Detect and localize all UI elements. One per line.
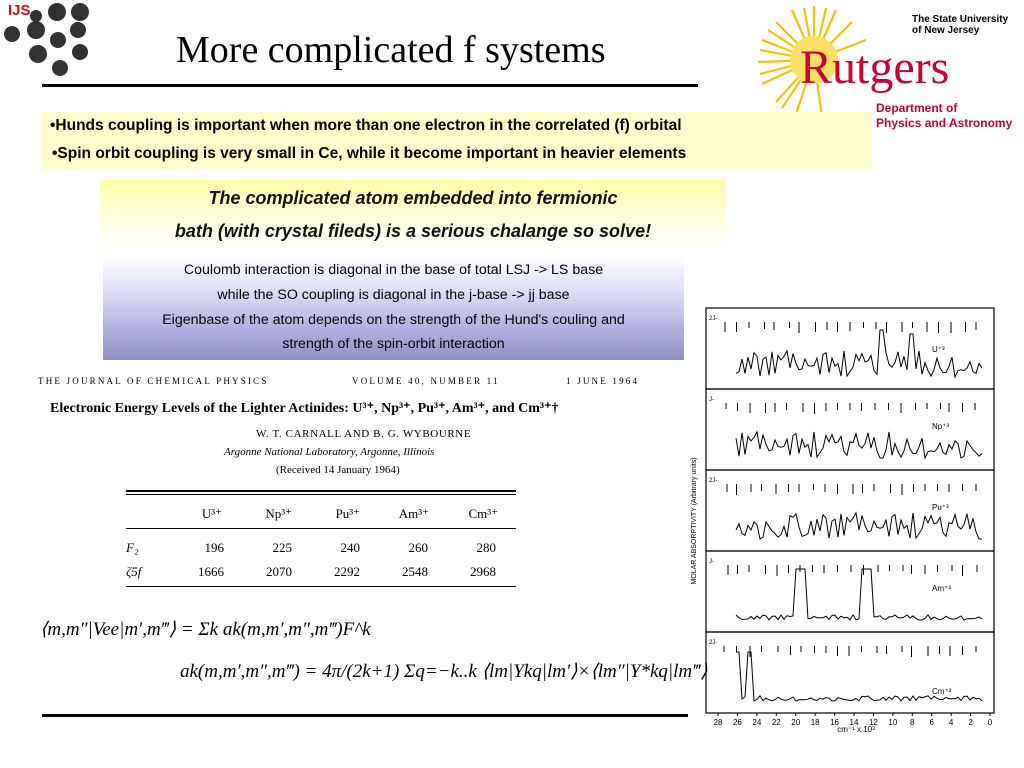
paper-title: Electronic Energy Levels of the Lighter Actinides: U³⁺, Np³⁺, Pu³⁺, Am³⁺, and Cm³⁺†: [50, 401, 559, 416]
rutgers-wordmark: Rutgers: [800, 41, 950, 94]
paper-affiliation: Argonne National Laboratory, Argonne, Illinois: [224, 446, 435, 458]
note-line-3: Eigenbase of the atom depends on the strength of the Hund's couling and: [162, 312, 625, 328]
spectrum-ion-label: U⁺³: [932, 345, 945, 354]
callout-line-2: bath (with crystal fileds) is a serious chalange so solve!: [174, 221, 652, 241]
spectrum-curve: [736, 330, 982, 377]
paper-received-date: (Received 14 January 1964): [276, 464, 400, 476]
spectrum-ion-label: Cm⁺³: [932, 687, 952, 696]
bullet-spin-orbit: •Spin orbit coupling is very small in Ce, while it become important in heavier elements: [52, 145, 687, 162]
rutgers-department: [876, 101, 1012, 131]
table-cell: 2292: [334, 564, 360, 579]
spectrum-curve: [736, 569, 982, 620]
journal-name: THE JOURNAL OF CHEMICAL PHYSICS: [38, 376, 269, 386]
spectrum-panel-tag: 2J-: [709, 316, 718, 322]
table-cell: 1666: [198, 564, 224, 579]
table-header-rule: [126, 528, 516, 529]
table-cell: 196: [204, 540, 224, 555]
x-tick-label: 16: [830, 718, 840, 727]
table-cell: 280: [476, 540, 496, 555]
bullet-hunds-coupling: •Hunds coupling is important when more than one electron in the correlated (f) orbital: [50, 117, 682, 134]
absorption-spectra-figure: [686, 306, 1006, 736]
callout-line-1: The complicated atom embedded into fermionic: [208, 188, 618, 208]
spectrum-curve: [736, 513, 982, 539]
spectra-panels: [706, 308, 994, 713]
journal-date: 1 JUNE 1964: [566, 376, 640, 386]
rutgers-university-name: [912, 14, 1008, 36]
spectrum-ion-label: Pu⁺³: [932, 503, 949, 512]
spectrum-curve: [736, 432, 982, 458]
table-cell: 2548: [402, 564, 428, 579]
university-line-1: The State University: [912, 14, 1009, 25]
title-underline: [42, 84, 698, 87]
table-header-cm: Cm³⁺: [468, 506, 498, 521]
x-tick-label: 6: [929, 718, 934, 727]
table-row-label-f2: F₂: [126, 540, 139, 555]
x-tick-label: 28: [713, 718, 723, 727]
spectra-x-axis-label: cm⁻¹ x 10³: [837, 725, 875, 734]
table-cell: 2968: [470, 564, 496, 579]
table-header-u: U³⁺: [201, 506, 222, 521]
table-row-label-zeta: ζ5f: [126, 564, 142, 579]
callout-box: [100, 180, 726, 252]
slide-title: More complicated f systems: [176, 29, 606, 71]
x-tick-label: 10: [888, 718, 898, 727]
equation-coulomb-matrix: ⟨m,m″|Vee|m′,m‴⟩ = Σk ak(m,m′,m″,m‴)F^k: [40, 619, 371, 640]
x-tick-label: 22: [771, 718, 781, 727]
spectrum-panel-frame: [706, 308, 994, 389]
table-cell: 240: [340, 540, 360, 555]
table-cell: 2070: [266, 564, 292, 579]
table-header-np: Np³⁺: [265, 506, 292, 521]
spectrum-panel-frame: [706, 389, 994, 470]
journal-volume: VOLUME 40, NUMBER 11: [352, 376, 500, 386]
bullet-box: [42, 112, 872, 170]
equation-ak-coefficient: ak(m,m′,m″,m‴) = 4π/(2k+1) Σq=−k..k ⟨lm|Ykq|lm′⟩×⟨lm″|Y*kq|lm‴⟩: [180, 661, 708, 682]
spectrum-panel-tag: J-: [709, 559, 714, 565]
note-line-1: Coulomb interaction is diagonal in the base of total LSJ -> LS base: [183, 262, 604, 278]
table-header-pu: Pu³⁺: [335, 506, 360, 521]
spectrum-panel-tag: 2J-: [709, 478, 718, 484]
spectrum-ion-label: Am⁺³: [932, 584, 951, 593]
note-line-2: while the SO coupling is diagonal in the j-base -> jj base: [217, 287, 570, 303]
x-tick-label: 0: [987, 718, 993, 727]
x-tick-label: 18: [810, 718, 820, 727]
table-top-rule-2: [126, 494, 516, 495]
x-tick-label: 14: [849, 718, 859, 727]
note-line-4: strength of the spin-orbit interaction: [282, 336, 505, 352]
x-tick-label: 24: [752, 718, 762, 727]
x-tick-label: 8: [910, 718, 915, 727]
table-bottom-rule: [126, 586, 516, 587]
x-tick-label: 2: [968, 718, 973, 727]
spectrum-ion-label: Np⁺³: [932, 422, 950, 431]
bottom-rule: [42, 714, 688, 717]
ijs-logo-text: IJS: [8, 2, 31, 19]
table-header-am: Am³⁺: [398, 506, 429, 521]
spectra-svg: [686, 306, 1006, 736]
x-tick-label: 20: [791, 718, 801, 727]
university-line-2: of New Jersey: [912, 25, 980, 36]
x-tick-label: 4: [948, 718, 954, 727]
table-cell: 225: [272, 540, 292, 555]
spectrum-panel-frame: [706, 470, 994, 551]
dept-line-1: Department of: [876, 101, 958, 115]
table-cell: 260: [408, 540, 428, 555]
dept-line-2: Physics and Astronomy: [876, 116, 1013, 130]
spectrum-panel-tag: J-: [709, 397, 714, 403]
parameter-table: [126, 490, 516, 588]
paper-authors: W. T. CARNALL AND B. G. WYBOURNE: [256, 428, 472, 440]
x-tick-label: 12: [868, 718, 878, 727]
table-top-rule: [126, 490, 516, 492]
spectra-y-axis-label: MOLAR ABSORPTIVITY (Arbitrary units): [691, 457, 698, 585]
x-tick-label: 26: [732, 718, 742, 727]
spectrum-panel-tag: 2J-: [709, 640, 718, 646]
note-box: [103, 256, 684, 360]
